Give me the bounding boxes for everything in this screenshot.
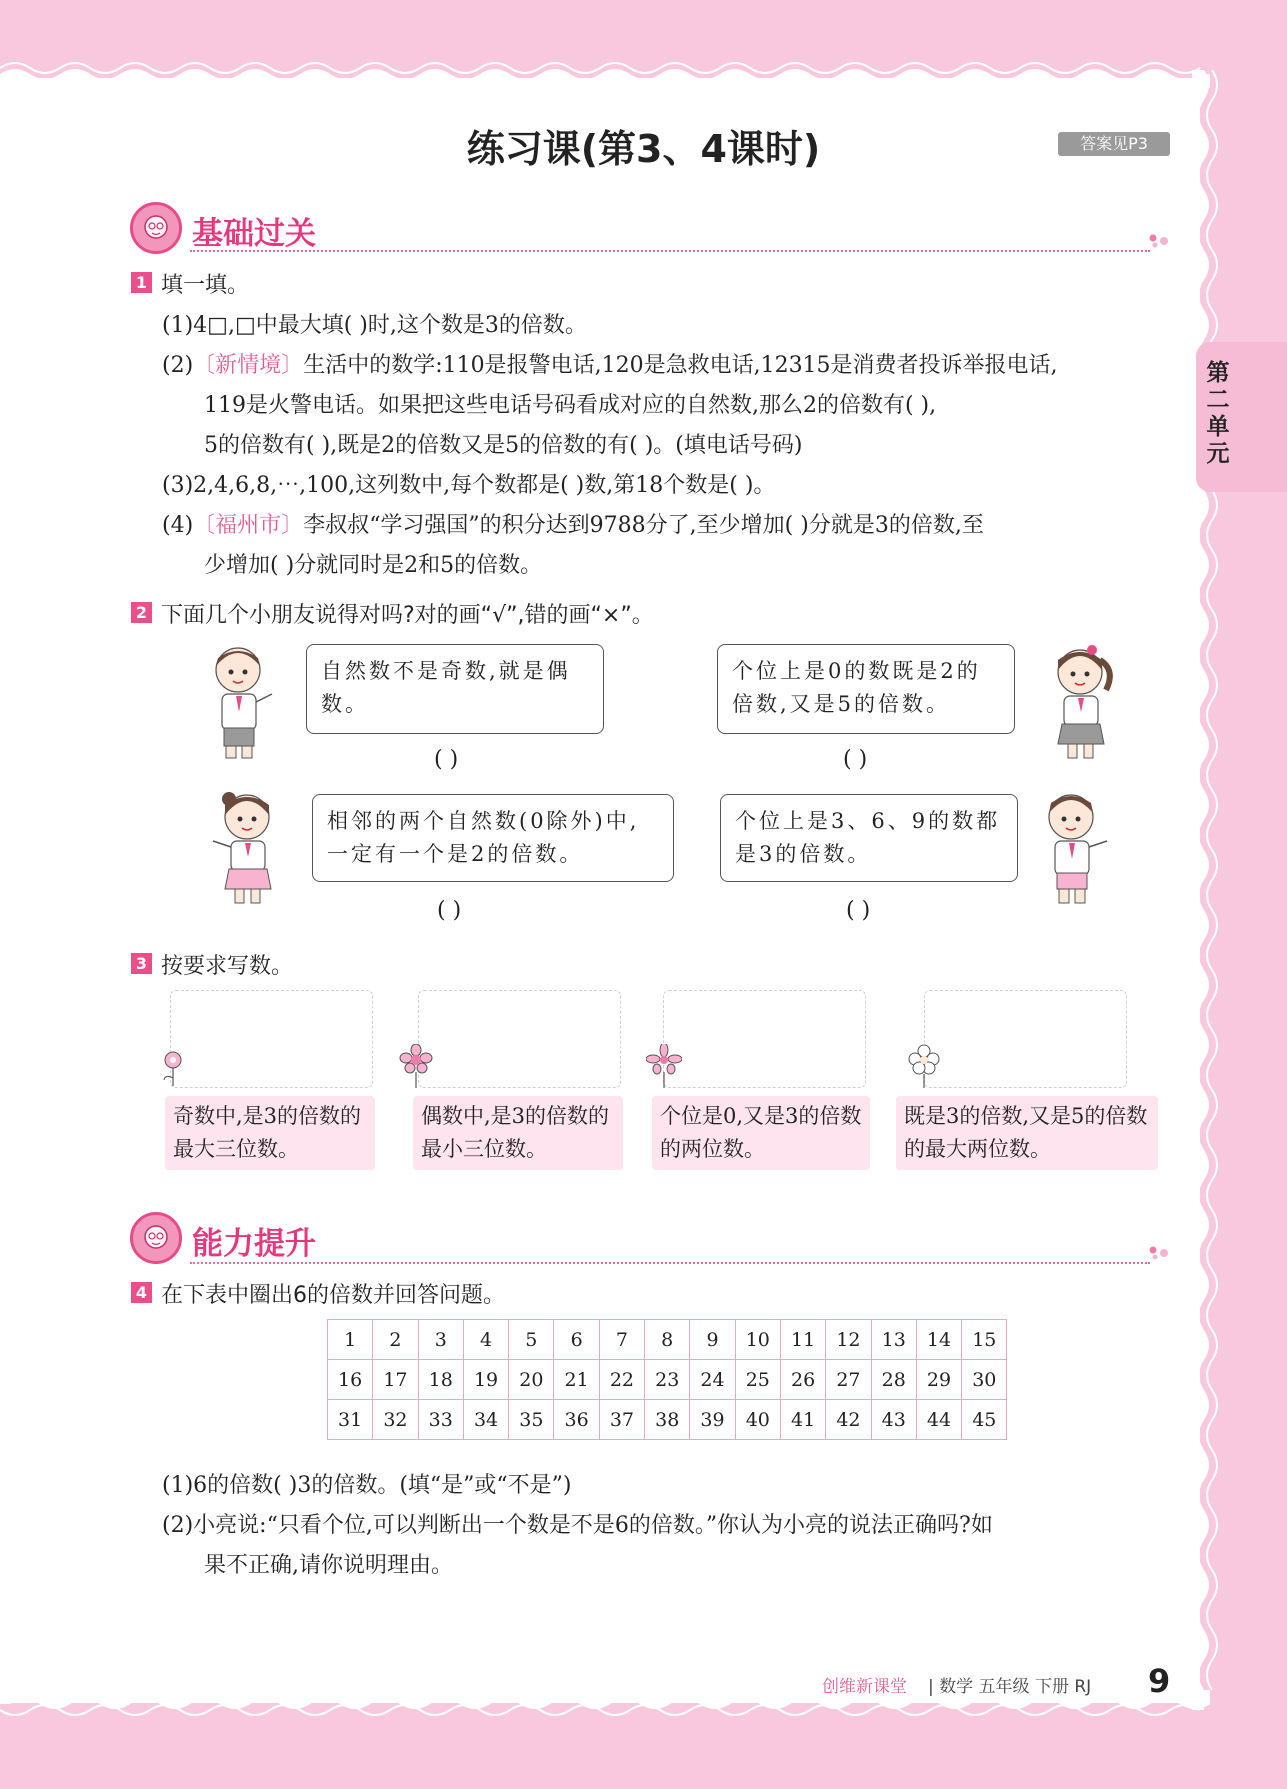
question-number-1: 1 [131,272,152,293]
q1-item-4-line-2: 少增加( )分就同时是2和5的倍数。 [204,553,543,578]
answer-box-4[interactable] [924,990,1127,1088]
answer-box-3[interactable] [663,990,866,1088]
grid-cell[interactable]: 30 [962,1360,1007,1400]
number-grid [327,1319,1007,1440]
answer-paren-3[interactable]: ( ) [437,898,462,923]
speech-bubble-4: 个位上是3、6、9的数都是3的倍数。 [720,794,1018,882]
grid-cell[interactable]: 16 [328,1360,373,1400]
grid-cell[interactable]: 36 [554,1400,599,1440]
speech-bubble-3: 相邻的两个自然数(0除外)中,一定有一个是2的倍数。 [312,794,674,882]
girl-illustration-1 [1040,640,1118,760]
grid-cell[interactable]: 20 [509,1360,554,1400]
grid-cell[interactable]: 6 [554,1320,599,1360]
q4-sub-1: (1)6的倍数( )3的倍数。(填“是”或“不是”) [162,1473,572,1498]
grid-cell[interactable]: 28 [871,1360,916,1400]
question-number-3: 3 [131,953,152,974]
grid-cell[interactable]: 45 [962,1400,1007,1440]
grid-cell[interactable]: 42 [826,1400,871,1440]
requirement-3: 个位是0,又是3的倍数的两位数。 [652,1096,870,1170]
answer-paren-2[interactable]: ( ) [843,747,868,772]
flower-icon [398,1044,434,1088]
requirement-4: 既是3的倍数,又是5的倍数的最大两位数。 [896,1096,1158,1170]
grid-cell[interactable]: 21 [554,1360,599,1400]
section-title-advanced: 能力提升 [192,1226,316,1262]
q1-item-4-text: 李叔叔“学习强国”的积分达到9788分了,至少增加( )分就是3的倍数,至 [303,513,984,538]
flower-icon [646,1044,682,1088]
question-number-2: 2 [131,602,152,623]
q1-item-2-line-1 [162,348,1058,379]
question-1-title: 填一填。 [161,273,250,298]
grid-row [328,1320,1007,1360]
grid-cell[interactable]: 17 [373,1360,418,1400]
grid-cell[interactable]: 39 [690,1400,735,1440]
answer-box-2[interactable] [418,990,621,1088]
grid-cell[interactable]: 24 [690,1360,735,1400]
boy-illustration-1 [200,640,278,760]
grid-cell[interactable]: 9 [690,1320,735,1360]
grid-cell[interactable]: 10 [735,1320,780,1360]
q4-sub-2-line-1: (2)小亮说:“只看个位,可以判断出一个数是不是6的倍数。”你认为小亮的说法正确吗?如 [162,1513,993,1538]
grid-row [328,1360,1007,1400]
section-dots-decoration [1148,234,1170,248]
grid-cell[interactable]: 13 [871,1320,916,1360]
grid-cell[interactable]: 34 [463,1400,508,1440]
grid-cell[interactable]: 33 [418,1400,463,1440]
grid-cell[interactable]: 18 [418,1360,463,1400]
grid-cell[interactable]: 1 [328,1320,373,1360]
question-3-title: 按要求写数。 [161,954,294,979]
flower-icon [906,1044,942,1088]
grid-cell[interactable]: 15 [962,1320,1007,1360]
question-number-4: 4 [131,1282,152,1303]
page-number: 9 [1148,1662,1171,1700]
answer-box-1[interactable] [170,990,373,1088]
grid-cell[interactable]: 4 [463,1320,508,1360]
question-2-title: 下面几个小朋友说得对吗?对的画“√”,错的画“×”。 [161,603,654,628]
grid-cell[interactable]: 19 [463,1360,508,1400]
grid-cell[interactable]: 25 [735,1360,780,1400]
grid-cell[interactable]: 2 [373,1320,418,1360]
grid-cell[interactable]: 23 [645,1360,690,1400]
grid-cell[interactable]: 40 [735,1400,780,1440]
speech-bubble-2: 个位上是0的数既是2的倍数,又是5的倍数。 [717,644,1015,734]
grid-cell[interactable]: 35 [509,1400,554,1440]
grid-cell[interactable]: 7 [599,1320,644,1360]
grid-cell[interactable]: 8 [645,1320,690,1360]
grid-cell[interactable]: 44 [916,1400,961,1440]
grid-cell[interactable]: 14 [916,1320,961,1360]
grid-cell[interactable]: 5 [509,1320,554,1360]
section-divider [190,250,1150,252]
right-wave-border [1192,70,1220,1710]
grid-cell[interactable]: 27 [826,1360,871,1400]
footer-book-info: | 数学 五年级 下册 RJ [928,1677,1092,1697]
q4-sub-2-line-2: 果不正确,请你说明理由。 [204,1553,453,1578]
q1-item-1: (1)4□,□中最大填( )时,这个数是3的倍数。 [162,313,587,338]
question-4-title: 在下表中圈出6的倍数并回答问题。 [161,1283,505,1308]
boy-illustration-2 [1035,785,1113,905]
grid-cell[interactable]: 22 [599,1360,644,1400]
girl-illustration-2 [205,785,283,905]
grid-cell[interactable]: 32 [373,1400,418,1440]
teacher-avatar-icon [130,1212,182,1264]
grid-cell[interactable]: 29 [916,1360,961,1400]
requirement-2: 偶数中,是3的倍数的最小三位数。 [413,1096,623,1170]
unit-side-tab-label: 第二单元 [1206,360,1230,467]
grid-cell[interactable]: 38 [645,1400,690,1440]
grid-cell[interactable]: 11 [780,1320,825,1360]
requirement-1: 奇数中,是3的倍数的最大三位数。 [165,1096,375,1170]
q1-item-3: (3)2,4,6,8,⋯,100,这列数中,每个数都是( )数,第18个数是( )。 [162,473,776,498]
section-divider [190,1262,1150,1264]
grid-cell[interactable]: 37 [599,1400,644,1440]
new-scenario-tag: 〔新情境〕 [193,353,304,378]
q1-item-2-prefix: (2) [162,353,194,378]
grid-row [328,1400,1007,1440]
answer-paren-4[interactable]: ( ) [846,898,871,923]
answer-reference-tag: 答案见P3 [1058,132,1170,156]
q1-item-4-prefix: (4) [162,513,194,538]
q1-item-2-line-3: 5的倍数有( ),既是2的倍数又是5的倍数的有( )。(填电话号码) [204,433,803,458]
footer-brand: 创维新课堂 [822,1677,907,1697]
grid-cell[interactable]: 41 [780,1400,825,1440]
grid-cell[interactable]: 43 [871,1400,916,1440]
grid-cell[interactable]: 26 [780,1360,825,1400]
grid-cell[interactable]: 12 [826,1320,871,1360]
grid-cell[interactable]: 31 [328,1400,373,1440]
section-dots-decoration [1148,1246,1170,1260]
teacher-avatar-icon [130,202,182,254]
section-title-basics: 基础过关 [192,216,316,252]
answer-paren-1[interactable]: ( ) [434,747,459,772]
fuzhou-city-tag: 〔福州市〕 [193,513,304,538]
q1-item-2-text: 生活中的数学:110是报警电话,120是急救电话,12315是消费者投诉举报电话, [303,353,1058,378]
q1-item-4-line-1 [162,508,984,539]
flower-icon [160,1050,186,1088]
q1-item-2-line-2: 119是火警电话。如果把这些电话号码看成对应的自然数,那么2的倍数有( ), [204,393,937,418]
speech-bubble-1: 自然数不是奇数,就是偶数。 [306,644,604,734]
grid-cell[interactable]: 3 [418,1320,463,1360]
page-title: 练习课(第3、4课时) [466,127,821,171]
